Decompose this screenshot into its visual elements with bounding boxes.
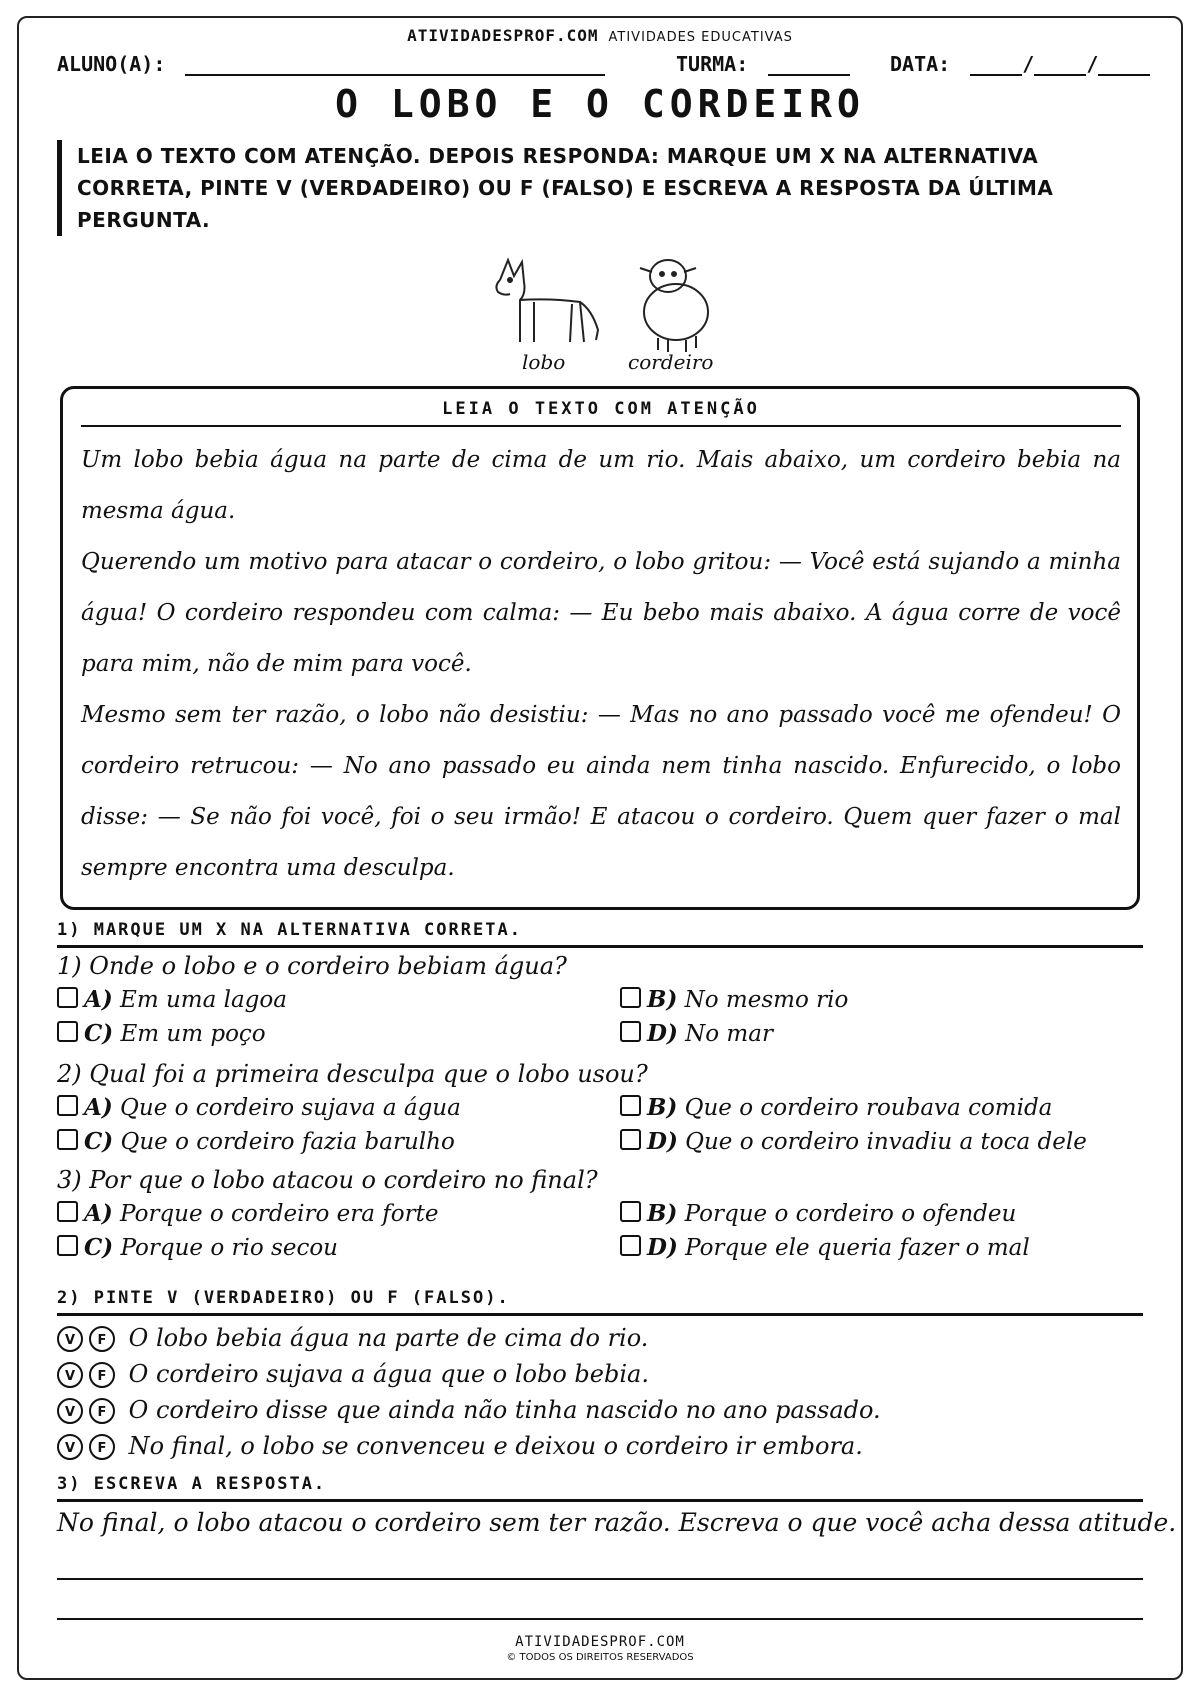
q2-option-c[interactable]: C) Que o cordeiro fazia barulho — [57, 1128, 455, 1155]
q1-option-d[interactable]: D) No mar — [620, 1020, 773, 1047]
checkbox[interactable] — [620, 1235, 641, 1256]
site-subtitle: ATIVIDADES EDUCATIVAS — [608, 30, 793, 45]
class-row — [676, 52, 850, 76]
wolf-icon — [496, 260, 598, 342]
vf-statement-4: V F No final, o lobo se convenceu e deixou o cordeiro ir embora. — [57, 1432, 863, 1460]
wolf-lamb-drawing — [480, 250, 720, 360]
wolf-label: lobo — [522, 350, 566, 374]
vf-statement-1: V F O lobo bebia água na parte de cima do rio. — [57, 1324, 648, 1352]
footer — [0, 1634, 1200, 1663]
false-option[interactable]: F — [89, 1398, 115, 1424]
story-text — [81, 435, 1121, 894]
false-option[interactable]: F — [89, 1326, 115, 1352]
q1-option-b[interactable]: B) No mesmo rio — [620, 986, 848, 1013]
false-option[interactable]: F — [89, 1362, 115, 1388]
checkbox[interactable] — [57, 1021, 78, 1042]
q2-option-a[interactable]: A) Que o cordeiro sujava a água — [57, 1094, 461, 1121]
checkbox[interactable] — [57, 1095, 78, 1116]
story-paragraph: Um lobo bebia água na parte de cima de um rio. Mais abaixo, um cordeiro bebia na mesma água. — [81, 447, 1121, 524]
checkbox[interactable] — [620, 1201, 641, 1222]
date-month-field[interactable] — [1034, 56, 1086, 76]
page-title: O LOBO E O CORDEIRO — [335, 82, 865, 126]
checkbox[interactable] — [57, 1235, 78, 1256]
false-option[interactable]: F — [89, 1434, 115, 1460]
q3-option-b[interactable]: B) Porque o cordeiro o ofendeu — [620, 1200, 1016, 1227]
section2-heading: 2) PINTE V (VERDADEIRO) OU F (FALSO). — [57, 1288, 1143, 1316]
story-box-title: LEIA O TEXTO COM ATENÇÃO — [81, 399, 1121, 427]
q3-option-c[interactable]: C) Porque o rio secou — [57, 1234, 338, 1261]
footer-site: ATIVIDADESPROF.COM — [515, 1634, 685, 1650]
lamb-label: cordeiro — [628, 350, 714, 374]
vf-statement-2: V F O cordeiro sujava a água que o lobo bebia. — [57, 1360, 649, 1388]
question-3: 3) Por que o lobo atacou o cordeiro no final? — [57, 1166, 598, 1194]
vf-statement-3: V F O cordeiro disse que ainda não tinha nascido no ano passado. — [57, 1396, 881, 1424]
checkbox[interactable] — [57, 1201, 78, 1222]
instructions: LEIA O TEXTO COM ATENÇÃO. DEPOIS RESPONDA: MARQUE UM X NA ALTERNATIVA CORRETA, PINTE V (VERDADEIRO) OU F (FALSO) E ESCREVA A RESPOSTA DA ÚLTIMA PERGUNTA. — [57, 140, 1157, 236]
site-name: ATIVIDADESPROF.COM — [407, 26, 599, 45]
true-option[interactable]: V — [57, 1398, 83, 1424]
section3-heading: 3) ESCREVA A RESPOSTA. — [57, 1474, 1143, 1502]
section1-heading: 1) MARQUE UM X NA ALTERNATIVA CORRETA. — [57, 920, 1143, 948]
checkbox[interactable] — [57, 1129, 78, 1150]
checkbox[interactable] — [57, 987, 78, 1008]
answer-line[interactable] — [57, 1618, 1143, 1620]
story-box — [60, 386, 1140, 910]
student-name-field[interactable] — [185, 56, 605, 76]
site-header — [0, 26, 1200, 45]
story-paragraph: Mesmo sem ter razão, o lobo não desistiu: — Mas no ano passado você me ofendeu! O cordeiro retrucou: — No ano passado eu ainda nem tinha nascido. Enfurecido, o lobo disse: — Se não foi você, foi o seu irmão! E atacou o cordeiro. Quem quer fazer o mal sempre encontra uma desculpa. — [81, 702, 1121, 881]
q2-option-b[interactable]: B) Que o cordeiro roubava comida — [620, 1094, 1052, 1121]
date-row: DATA: / / — [890, 52, 1150, 76]
date-year-field[interactable] — [1098, 56, 1150, 76]
data-label: DATA: — [890, 52, 951, 76]
checkbox[interactable] — [620, 1095, 641, 1116]
q1-option-c[interactable]: C) Em um poço — [57, 1020, 266, 1047]
footer-rights: © TODOS OS DIREITOS RESERVADOS — [506, 1652, 694, 1663]
answer-line[interactable] — [57, 1578, 1143, 1580]
turma-label: TURMA: — [676, 52, 749, 76]
lamb-icon — [640, 260, 708, 352]
final-question: No final, o lobo atacou o cordeiro sem ter razão. Escreva o que você acha dessa atitude. — [57, 1508, 1177, 1537]
question-1: 1) Onde o lobo e o cordeiro bebiam água? — [57, 952, 567, 980]
q3-option-a[interactable]: A) Porque o cordeiro era forte — [57, 1200, 438, 1227]
q1-option-a[interactable]: A) Em uma lagoa — [57, 986, 287, 1013]
question-2: 2) Qual foi a primeira desculpa que o lobo usou? — [57, 1060, 648, 1088]
class-field[interactable] — [768, 56, 850, 76]
q3-option-d[interactable]: D) Porque ele queria fazer o mal — [620, 1234, 1030, 1261]
true-option[interactable]: V — [57, 1362, 83, 1388]
true-option[interactable]: V — [57, 1434, 83, 1460]
aluno-label: ALUNO(A): — [57, 52, 166, 76]
story-paragraph: Querendo um motivo para atacar o cordeiro, o lobo gritou: — Você está sujando a minha água! O cordeiro respondeu com calma: — Eu bebo mais abaixo. A água corre de você para mim, não de mim para você. — [81, 549, 1121, 677]
true-option[interactable]: V — [57, 1326, 83, 1352]
date-day-field[interactable] — [970, 56, 1022, 76]
q2-option-d[interactable]: D) Que o cordeiro invadiu a toca dele — [620, 1128, 1087, 1155]
student-name-row — [57, 52, 605, 76]
checkbox[interactable] — [620, 987, 641, 1008]
animals-illustration — [480, 250, 720, 380]
checkbox[interactable] — [620, 1021, 641, 1042]
checkbox[interactable] — [620, 1129, 641, 1150]
